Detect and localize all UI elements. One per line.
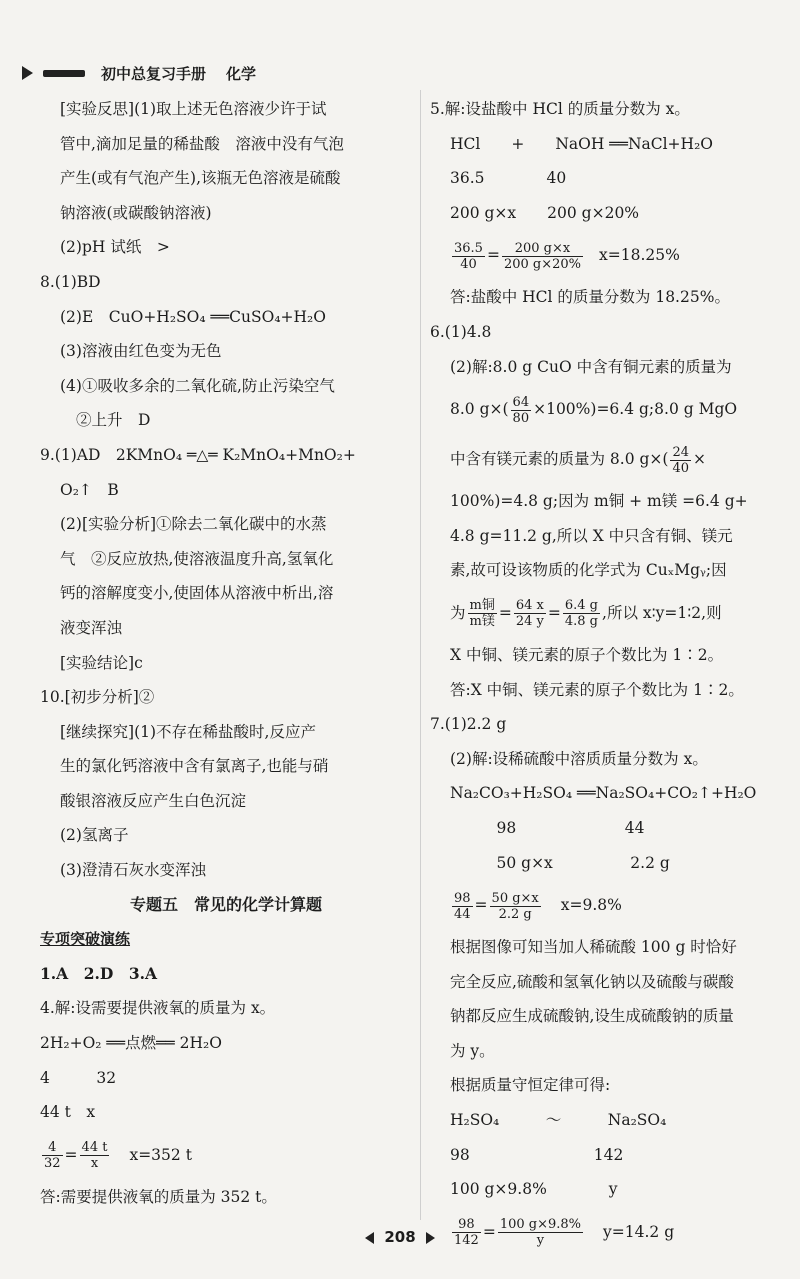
fraction: $\frac{44 t}{x}$ — [81, 1140, 108, 1172]
text-line: 完全反应,硫酸和氢氧化钠以及硫酸与碳酸 — [450, 972, 734, 991]
fraction-line: 为 $\frac{\text{m铜}}{\text{m镁}}$ = $\frac{64 x}{24 y}$ = $\frac{6.4 g}{4.8 g}$ ,所以 x∶y=1∶2,则 — [450, 598, 722, 630]
text-line: 钠都反应生成硫酸钠,设生成硫酸钠的质量 — [450, 1007, 734, 1026]
text-line: X 中铜、镁元素的原子个数比为 1∶2。 — [450, 645, 724, 664]
text-line: 管中,滴加足量的稀盐酸 溶液中没有气泡 — [60, 134, 344, 153]
fraction: $\frac{98}{142}$ — [454, 1217, 479, 1249]
text-line: [继续探究](1)不存在稀盐酸时,反应产 — [60, 722, 316, 741]
book-title: 初中总复习手册 — [101, 64, 207, 83]
next-arrow-icon — [426, 1232, 435, 1244]
text-line: (2)解:设稀硫酸中溶质质量分数为 x。 — [450, 749, 708, 768]
text-line: 液变浑浊 — [60, 618, 123, 637]
text-line: ②上升 D — [76, 411, 151, 430]
question-10: 10.[初步分析]② — [40, 688, 155, 707]
page-footer — [0, 1228, 800, 1246]
fraction-line: $\frac{36.5}{40}$ = $\frac{200 g\times x}{200 g\times 20\%}$ x=18.25% — [454, 240, 680, 272]
fraction-line: 8.0 g×( $\frac{64}{80}$ ×100%)=6.4 g;8.0 g MgO — [450, 394, 738, 426]
text-line: 100%)=4.8 g;因为 m铜 + m镁 =6.4 g+ — [450, 492, 748, 511]
subsection-title: 专项突破演练 — [40, 930, 131, 949]
text-line: 根据质量守恒定律可得: — [450, 1076, 611, 1095]
text-line: 98 44 — [450, 818, 645, 837]
header-bar-decoration — [43, 70, 85, 77]
text-line: 36.5 40 — [450, 169, 567, 188]
page-header — [22, 62, 256, 84]
text-line: 4.8 g=11.2 g,所以 X 中只含有铜、镁元 — [450, 526, 733, 545]
equation-line: (2)E CuO+H₂SO₄ ══CuSO₄+H₂O — [60, 307, 326, 326]
fraction-line: $\frac{98}{44}$ = $\frac{50 g\times x}{2.2 g}$ x=9.8% — [454, 890, 622, 922]
answer-line: 答:X 中铜、镁元素的原子个数比为 1∶2。 — [450, 680, 744, 699]
fraction-line: 中含有镁元素的质量为 8.0 g×( $\frac{24}{40}$ × — [450, 444, 707, 476]
text-line: (3)溶液由红色变为无色 — [60, 342, 222, 361]
text-line: 200 g×x 200 g×20% — [450, 203, 640, 222]
fraction: $\frac{200 g\times x}{200 g\times 20\%}$ — [503, 240, 582, 272]
fraction: $\frac{100 g\times 9.8\%}{y}$ — [499, 1217, 582, 1249]
answers-1-3: 1.A 2.D 3.A — [40, 963, 158, 983]
question-4: 4.解:设需要提供液氧的质量为 x。 — [40, 999, 276, 1018]
page-number: 208 — [384, 1228, 416, 1246]
right-column — [430, 92, 780, 1257]
fraction: $\frac{98}{44}$ — [454, 890, 471, 922]
subject-label: 化学 — [226, 64, 257, 83]
question-7: 7.(1)2.2 g — [430, 715, 507, 734]
text-line: (2)pH 试纸 > — [60, 238, 170, 257]
text-line: 根据图像可知当加人稀硫酸 100 g 时恰好 — [450, 938, 737, 957]
equation-line: HCl + NaOH ══NaCl+H₂O — [450, 134, 713, 153]
text-line: (2)氢离子 — [60, 826, 129, 845]
text-line: 钠溶液(或碳酸钠溶液) — [60, 203, 212, 222]
fraction: $\frac{4}{32}$ — [44, 1140, 61, 1172]
answer-line: 答:需要提供液氧的质量为 352 t。 — [40, 1187, 277, 1206]
text-line: 4 32 — [40, 1068, 117, 1087]
triangle-icon — [22, 66, 33, 80]
fraction: $\frac{24}{40}$ — [672, 444, 690, 476]
text-line: (2)解:8.0 g CuO 中含有铜元素的质量为 — [450, 357, 732, 376]
question-6: 6.(1)4.8 — [430, 322, 492, 341]
text-line: 酸银溶液反应产生白色沉淀 — [60, 791, 247, 810]
text-line: 生的氯化钙溶液中含有氯离子,也能与硝 — [60, 757, 329, 776]
text-line: 钙的溶解度变小,使固体从溶液中析出,溶 — [60, 584, 334, 603]
fraction: $\frac{\text{m铜}}{\text{m镁}}$ — [469, 598, 495, 630]
question-9: 9.(1)AD 2KMnO₄ ═△═ K₂MnO₄+MnO₂+ — [40, 445, 356, 464]
text-line: 100 g×9.8% y — [450, 1180, 618, 1199]
left-column — [40, 92, 412, 1214]
prev-arrow-icon — [365, 1232, 374, 1244]
fraction: $\frac{36.5}{40}$ — [454, 240, 483, 272]
text-line: 产生(或有气泡产生),该瓶无色溶液是硫酸 — [60, 169, 341, 188]
section-title: 专题五 常见的化学计算题 — [129, 894, 322, 914]
text-line: O₂↑ B — [60, 480, 119, 499]
text-line: 气 ②反应放热,使溶液温度升高,氢氧化 — [60, 549, 334, 568]
text-line: 50 g×x 2.2 g — [450, 853, 670, 872]
text-line: 素,故可设该物质的化学式为 CuₓMgᵧ;因 — [450, 561, 727, 580]
fraction-line: $\frac{4}{32}$ = $\frac{44 t}{x}$ x=352 t — [44, 1140, 192, 1172]
text-line: [实验反思](1)取上述无色溶液少许于试 — [60, 100, 327, 118]
fraction: $\frac{64}{80}$ — [512, 394, 530, 426]
fraction: $\frac{50 g\times x}{2.2 g}$ — [491, 890, 539, 922]
text-line: [实验结论]c — [60, 653, 143, 672]
text-line: (4)①吸收多余的二氧化硫,防止污染空气 — [60, 376, 335, 395]
text-line: (2)[实验分析]①除去二氧化碳中的水蒸 — [60, 515, 327, 534]
fraction-line: $\frac{98}{142}$ = $\frac{100 g\times 9.8\%}{y}$ y=14.2 g — [454, 1217, 675, 1249]
text-line: (3)澄清石灰水变浑浊 — [60, 861, 206, 880]
column-divider — [420, 90, 421, 1220]
text-line: 44 t x — [40, 1103, 96, 1122]
answer-line: 答:盐酸中 HCl 的质量分数为 18.25%。 — [450, 288, 730, 307]
equation-line: 2H₂+O₂ ══点燃══ 2H₂O — [40, 1034, 222, 1053]
question-5: 5.解:设盐酸中 HCl 的质量分数为 x。 — [430, 100, 690, 118]
fraction: $\frac{64 x}{24 y}$ — [515, 598, 544, 630]
text-line: H₂SO₄ ～ Na₂SO₄ — [450, 1111, 667, 1130]
text-line: 98 142 — [450, 1145, 624, 1164]
equation-line: Na₂CO₃+H₂SO₄ ══Na₂SO₄+CO₂↑+H₂O — [450, 784, 757, 803]
fraction: $\frac{6.4 g}{4.8 g}$ — [564, 598, 599, 630]
text-line: 为 y。 — [450, 1041, 495, 1060]
question-8: 8.(1)BD — [40, 272, 101, 291]
